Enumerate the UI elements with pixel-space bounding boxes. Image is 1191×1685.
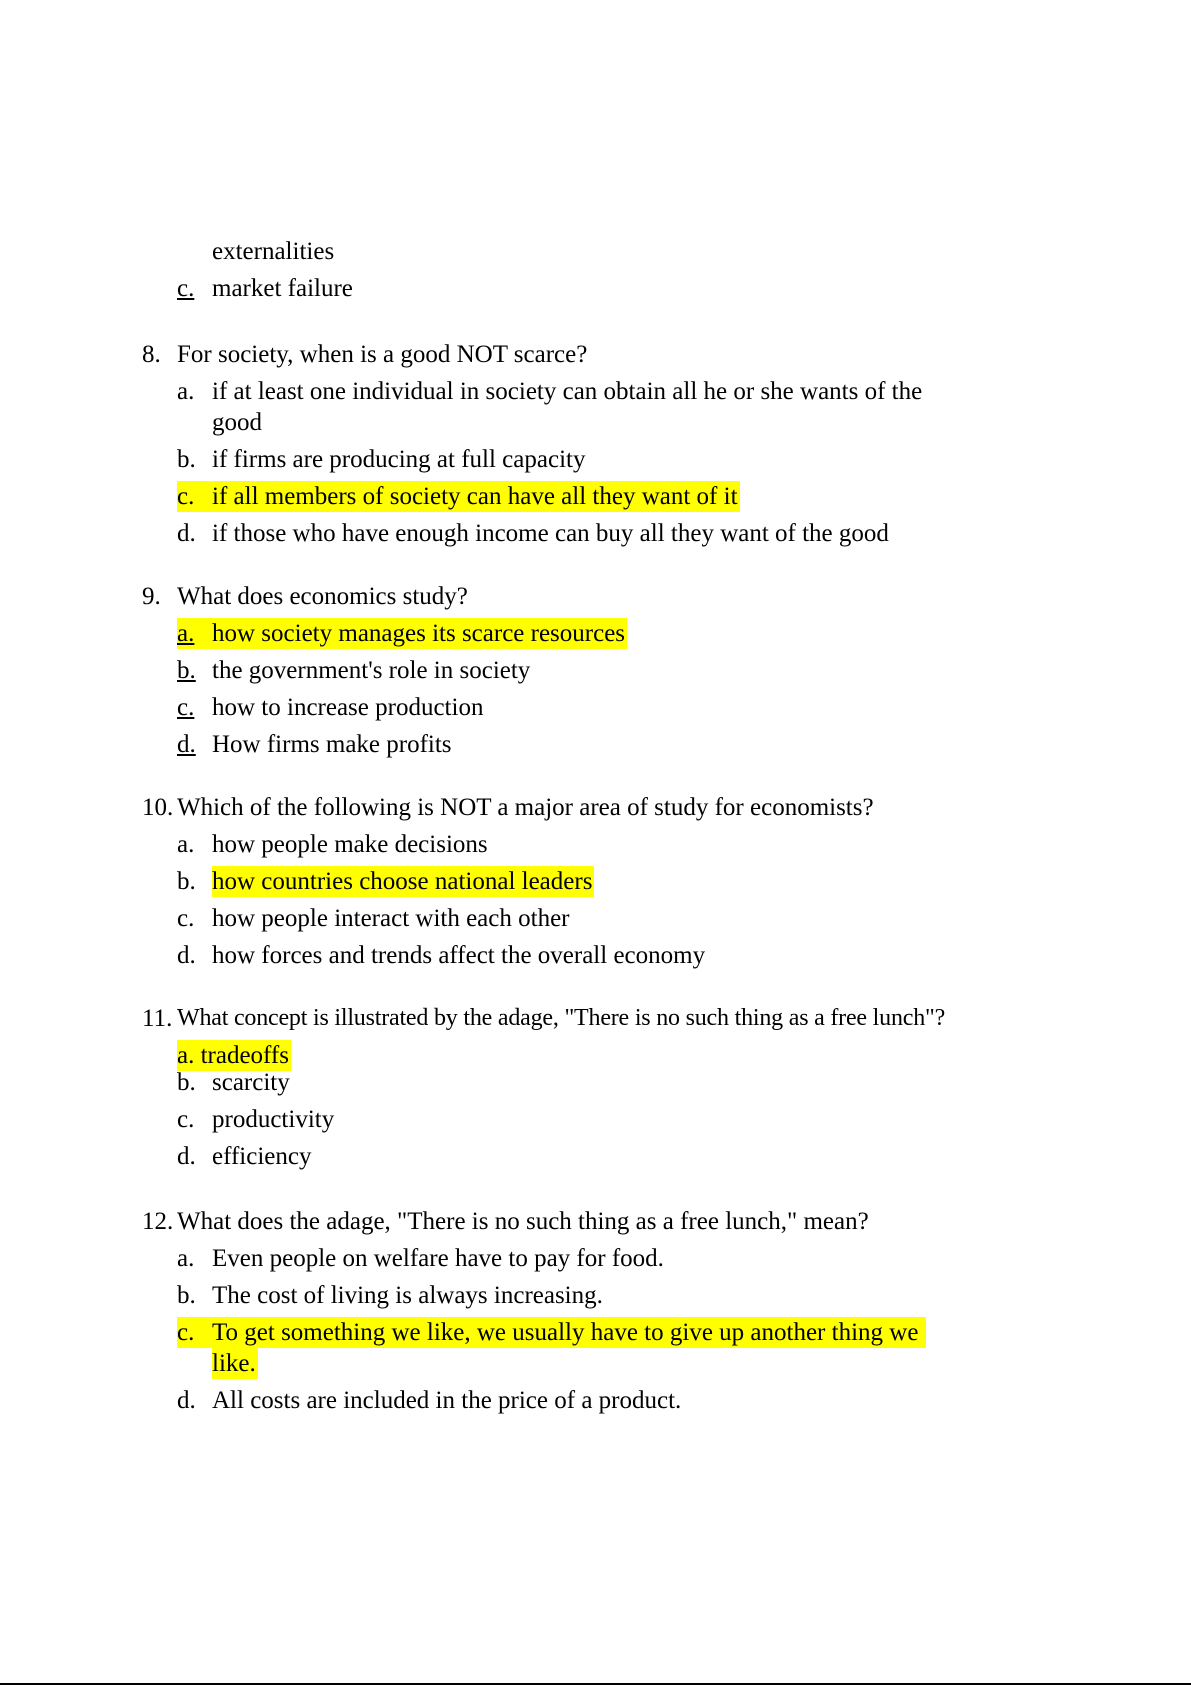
question-12-option-a-text: Even people on welfare have to pay for food. xyxy=(212,1245,664,1272)
question-8-text: For society, when is a good NOT scarce? xyxy=(177,341,588,368)
question-12-option-b-text: The cost of living is always increasing. xyxy=(212,1282,603,1309)
question-10-option-d-marker: d. xyxy=(177,942,196,969)
question-8-option-b-text: if firms are producing at full capacity xyxy=(212,446,586,473)
question-10-option-a-text: how people make decisions xyxy=(212,831,488,858)
question-9-option-a-highlight xyxy=(177,618,627,649)
question-8-option-a-line2: good xyxy=(212,409,262,436)
question-12-option-a-marker: a. xyxy=(177,1245,195,1272)
question-9-option-d-marker: d. xyxy=(177,731,196,758)
question-8-option-a-line1: if at least one individual in society can obtain all he or she wants of the xyxy=(212,378,923,405)
question-11-text: What concept is illustrated by the adage, "There is no such thing as a free lunch"? xyxy=(177,1005,946,1031)
question-8-option-a-marker: a. xyxy=(177,378,195,405)
question-9-option-d-text: How firms make profits xyxy=(212,731,452,758)
question-11-number: 11. xyxy=(142,1005,173,1032)
question-11-option-b-text: scarcity xyxy=(212,1069,290,1096)
question-9-option-c-text: how to increase production xyxy=(212,694,484,721)
question-12-option-d-marker: d. xyxy=(177,1387,196,1414)
question-8-option-c-marker: c. xyxy=(177,483,195,510)
question-8-option-d-marker: d. xyxy=(177,520,196,547)
question-9-option-a-text: how society manages its scarce resources xyxy=(212,620,626,647)
question-10-option-b-text: how countries choose national leaders xyxy=(212,868,593,895)
question-12-option-c-line1: To get something we like, we usually have to give up another thing we xyxy=(212,1319,919,1346)
question-12-option-c-marker: c. xyxy=(177,1319,195,1346)
question-8-option-c-text: if all members of society can have all they want of it xyxy=(212,483,738,510)
question-10-option-d-text: how forces and trends affect the overall economy xyxy=(212,942,706,969)
question-10-option-c-text: how people interact with each other xyxy=(212,905,570,932)
question-10-option-c-marker: c. xyxy=(177,905,195,932)
question-8-number: 8. xyxy=(142,341,161,368)
question-11-option-c-marker: c. xyxy=(177,1106,195,1133)
question-8-option-b-marker: b. xyxy=(177,446,196,473)
question-11-option-d-text: efficiency xyxy=(212,1143,312,1170)
question-11-option-d-marker: d. xyxy=(177,1143,196,1170)
question-9-option-b-marker: b. xyxy=(177,657,196,684)
carryover-option-text: externalities xyxy=(212,238,335,265)
question-11-option-c-text: productivity xyxy=(212,1106,335,1133)
question-12-number: 12. xyxy=(142,1208,174,1235)
question-10-option-b-marker: b. xyxy=(177,868,196,895)
question-12-option-b-marker: b. xyxy=(177,1282,196,1309)
question-10-number: 10. xyxy=(142,794,174,821)
question-12-option-c-line2: like. xyxy=(212,1350,256,1377)
question-8-option-c-highlight xyxy=(177,481,740,512)
carryover-option-c-marker: c. xyxy=(177,275,195,302)
carryover-option-c-text: market failure xyxy=(212,275,353,302)
question-10-text: Which of the following is NOT a major area of study for economists? xyxy=(177,794,874,821)
question-9-option-c-marker: c. xyxy=(177,694,195,721)
question-9-option-b-text: the government's role in society xyxy=(212,657,531,684)
question-9-text: What does economics study? xyxy=(177,583,468,610)
question-12-option-d-text: All costs are included in the price of a product. xyxy=(212,1387,682,1414)
question-10-option-a-marker: a. xyxy=(177,831,195,858)
question-12-text: What does the adage, "There is no such thing as a free lunch," mean? xyxy=(177,1208,869,1235)
question-8-option-d-text: if those who have enough income can buy all they want of the good xyxy=(212,520,889,547)
question-12-option-c-highlight xyxy=(177,1317,926,1348)
question-9-number: 9. xyxy=(142,583,161,610)
question-11-option-b-marker: b. xyxy=(177,1069,196,1096)
question-11-option-a-text: a. tradeoffs xyxy=(177,1042,289,1069)
question-9-option-a-marker: a. xyxy=(177,620,195,647)
